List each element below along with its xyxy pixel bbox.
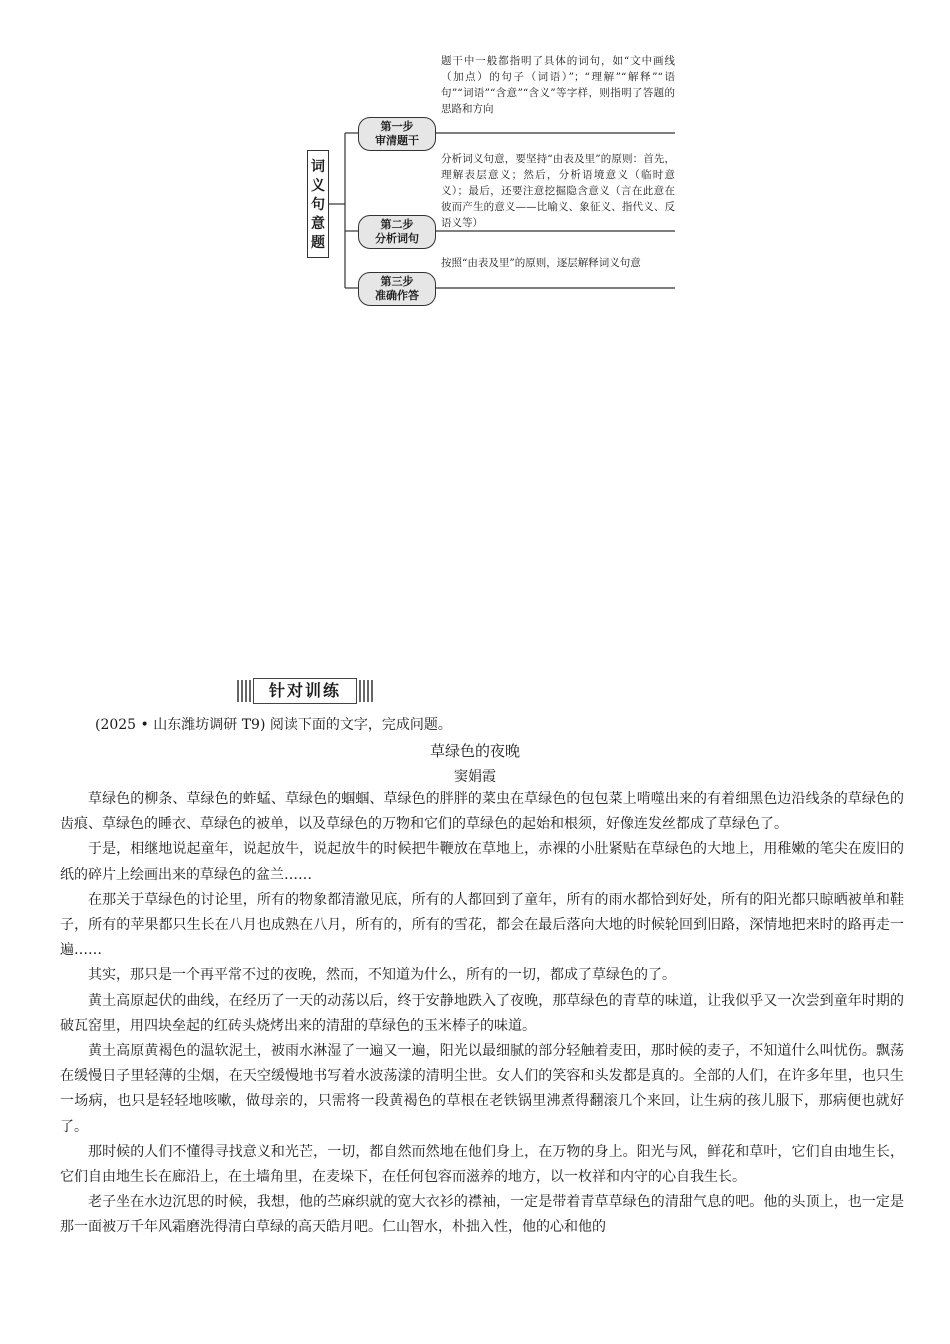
article-paragraph: 于是，相继地说起童年，说起放牛，说起放牛的时候把牛鞭放在草地上，赤裸的小肚紧贴在草绿色的大地上，用稚嫩的笔尖在废旧的纸的碎片上绘画出来的草绿色的盆兰…… [60, 841, 904, 883]
article-title: 草绿色的夜晚 [429, 742, 520, 760]
article-paragraph: 其实，那只是一个再平常不过的夜晚，然而，不知道为什么，所有的一切，都成了草绿色的了。 [88, 967, 676, 984]
step-2-number: 第二步 [380, 218, 414, 231]
article-paragraph: 老子坐在水边沉思的时候，我想，他的苎麻织就的宽大衣衫的襟袖，一定是带着青草草绿色的清甜气息的吧。他的头顶上，也一定是那一面被万千年风霜磨洗得清白草绿的高天皓月吧。仁山智水，朴拙入性，他的心和他的 [60, 1194, 904, 1236]
question-source: (2025 • 山东潍坊调研 T9) 阅读下面的文字，完成问题。 [95, 717, 452, 733]
step-3-number: 第三步 [380, 275, 414, 288]
step-1-description: 题干中一般都指明了具体的词句，如“文中画线（加点）的句子（词语）”；“理解”“解释”“语句”“词语”“含意”“含义”等字样，则指明了答题的思路和方向 [441, 55, 675, 115]
article-body [60, 787, 904, 1241]
article-paragraph: 黄土高原起伏的曲线，在经历了一天的动荡以后，终于安静地跌入了夜晚，那草绿色的青草的味道，让我似乎又一次尝到童年时期的破瓦窑里，用四块垒起的红砖头烧烤出来的清甜的草绿色的玉米棒子的味道。 [60, 992, 904, 1034]
article-paragraph: 在那关于草绿色的讨论里，所有的物象都清澈见底，所有的人都回到了童年，所有的雨水都恰到好处，所有的阳光都只晾晒被单和鞋子，所有的苹果都只生长在八月也成熟在八月，所有的，所有的雪花，都会在最后落向大地的时候轮回到旧路，深情地把来时的路再走一遍…… [60, 891, 904, 959]
root-char: 意 [311, 216, 325, 232]
step-1-box [358, 117, 436, 151]
step-2-box [358, 215, 436, 249]
step-1-name: 审清题干 [375, 134, 419, 147]
badge-stripes-left [237, 680, 251, 702]
root-char: 题 [311, 235, 325, 251]
step-2-description: 分析词义句意，要坚持“由表及里”的原则：首先，理解表层意义；然后，分析语境意义（临时意义）；最后，还要注意挖掘隐含意义（言在此意在彼而产生的意义——比喻义、象征义、指代义、反语义等） [441, 153, 675, 229]
article-paragraph: 那时候的人们不懂得寻找意义和光芒，一切，都自然而然地在他们身上，在万物的身上。阳光与风，鲜花和草叶，它们自由地生长，它们自由地生长在廊沿上，在土墙角里，在麦垛下，在任何包容而滋养的地方，以一枚祥和内守的心自我生长。 [60, 1143, 904, 1186]
practice-badge [237, 678, 373, 704]
practice-badge-label: 针对训练 [253, 678, 357, 704]
mind-map-root [307, 150, 329, 258]
article-paragraph: 黄土高原黄褐色的温软泥土，被雨水淋湿了一遍又一遍，阳光以最细腻的部分轻触着麦田，那时候的麦子，不知道什么叫忧伤。飘荡在缓慢日子里轻薄的尘烟，在天空缓慢地书写着水波荡漾的清明尘世。女人们的笑容和头发都是真的。全部的人们，在许多年里，也只生一场病，也只是轻轻地咳嗽，做母亲的，只需将一段黄褐色的草根在老铁锅里沸煮得翻滚几个来回，让生病的孩儿服下，那病便也就好了。 [60, 1043, 904, 1135]
step-3-name: 准确作答 [375, 289, 419, 302]
step-2-name: 分析词句 [375, 232, 419, 245]
mind-map [0, 0, 950, 320]
root-char: 词 [311, 159, 325, 175]
step-3-box [358, 272, 436, 306]
badge-stripes-right [359, 680, 373, 702]
step-1-number: 第一步 [380, 120, 414, 133]
article-paragraph: 草绿色的柳条、草绿色的蚱蜢、草绿色的蝈蝈、草绿色的胖胖的菜虫在草绿色的包包菜上啃噬出来的有着细黑色边沿线条的草绿色的齿痕、草绿色的睡衣、草绿色的被单，以及草绿色的万物和它们的草绿色的起始和根须，好像连发丝都成了草绿色了。 [60, 791, 904, 833]
root-char: 句 [311, 197, 325, 213]
article-author: 窦娟霞 [454, 769, 496, 785]
step-3-description: 按照“由表及里”的原则，逐层解释词义句意 [441, 257, 641, 269]
root-char: 义 [311, 178, 325, 194]
